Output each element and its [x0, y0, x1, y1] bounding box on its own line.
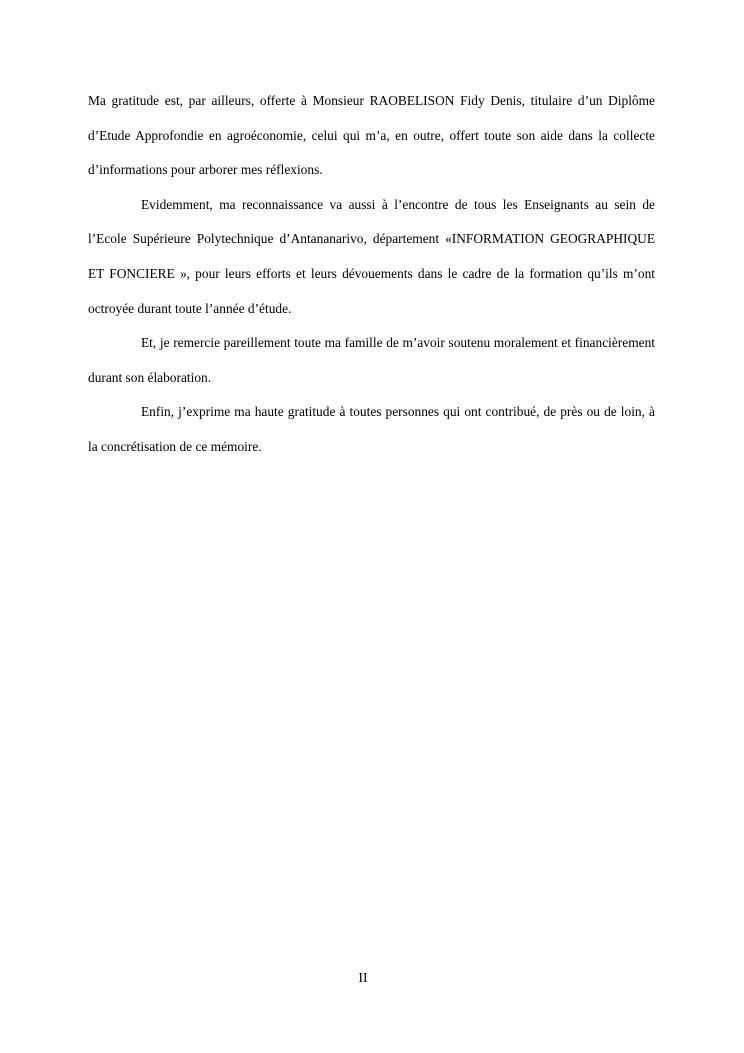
- page-number: II: [358, 970, 368, 985]
- paragraph-gratitude-raobelison: Ma gratitude est, par ailleurs, offerte à Monsieur RAOBELISON Fidy Denis, titulaire d’un Diplôme d’Etude Approfondie en agroéconomie, celui qui m’a, en outre, offert toute son aide dans la collecte d’informations pour arborer mes réflexions.: [88, 93, 655, 178]
- paragraph-teachers: Evidemment, ma reconnaissance va aussi à l’encontre de tous les Enseignants au sein de l’Ecole Supérieure Polytechnique d’Antananarivo, département «INFORMATION GEOGRAPHIQUE ET FONCIERE », pour leurs efforts et leurs dévouements dans le cadre de la formation qu’ils m’ont octroyée durant toute l’année d’étude.: [88, 196, 655, 316]
- paragraph-family: Et, je remercie pareillement toute ma famille de m’avoir soutenu moralement et financièrement durant son élaboration.: [88, 335, 655, 385]
- acknowledgements-body: [88, 84, 655, 465]
- page-number-footer: [0, 969, 744, 987]
- paragraph-closing: Enfin, j’exprime ma haute gratitude à toutes personnes qui ont contribué, de près ou de loin, à la concrétisation de ce mémoire.: [88, 404, 655, 454]
